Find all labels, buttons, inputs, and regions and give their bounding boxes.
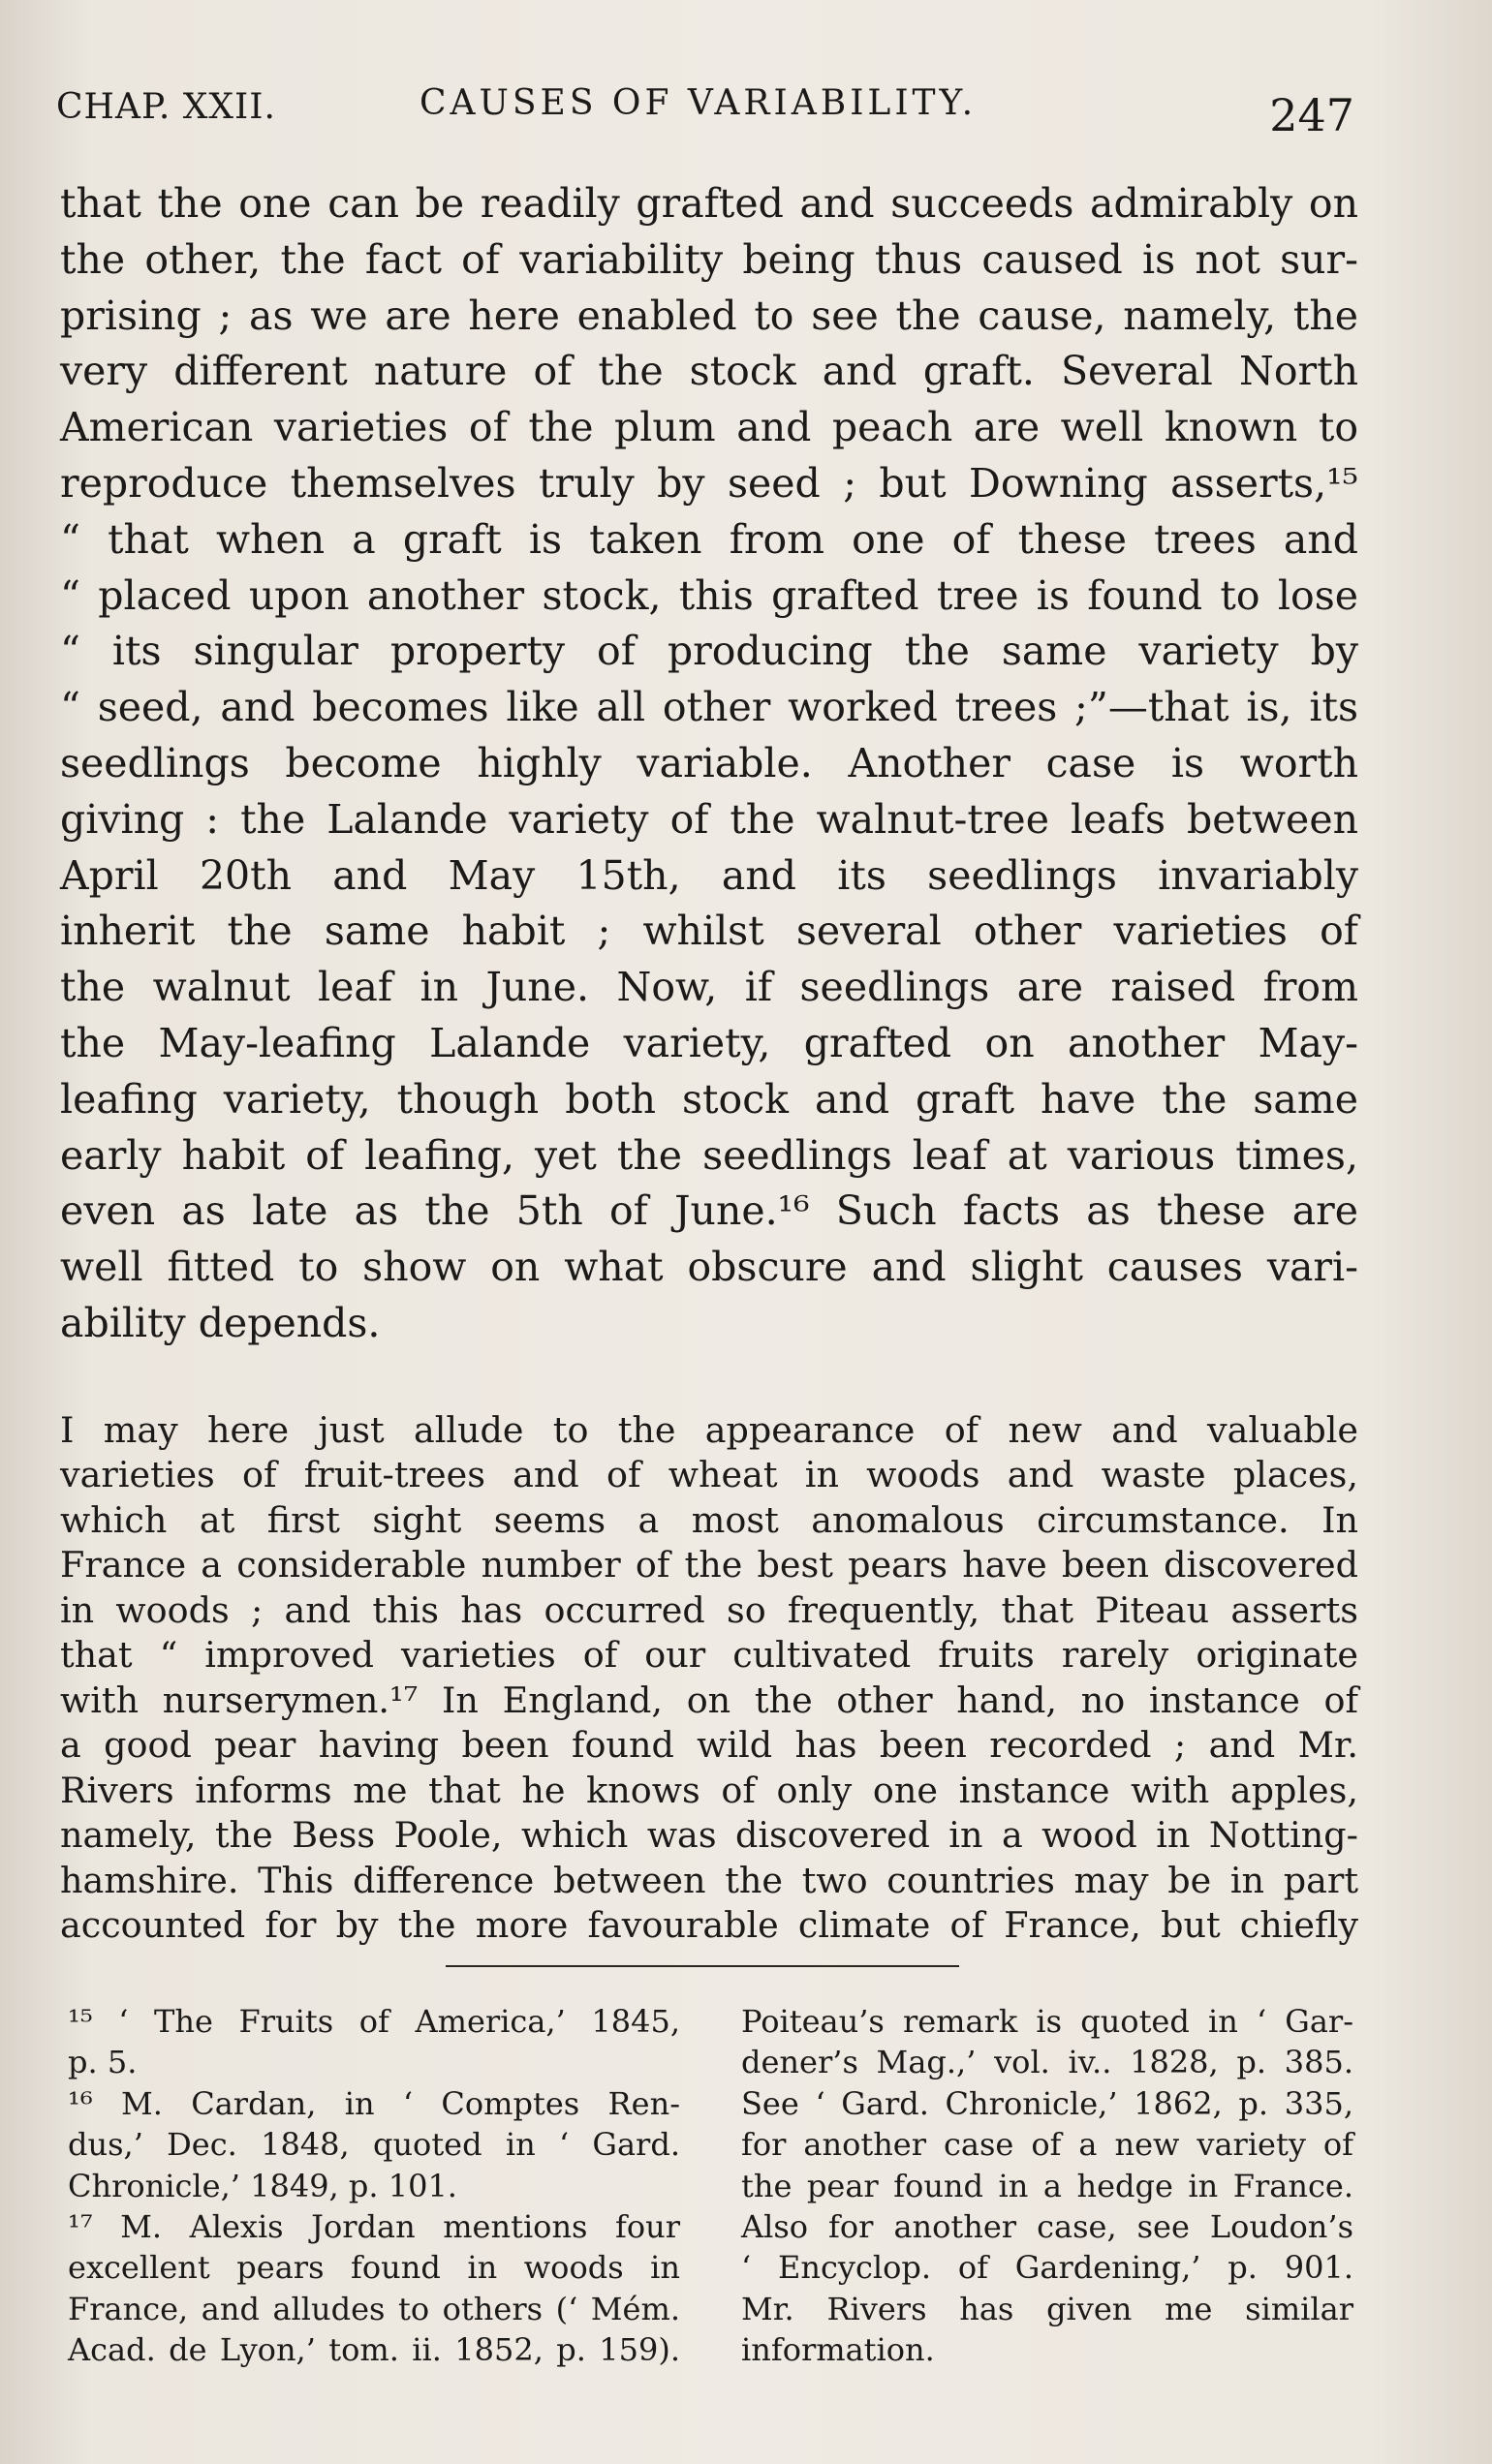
footnote-line: ‘ Encyclop. of Gardening,’ p. 901. bbox=[741, 2249, 1353, 2287]
text-line: I may here just allude to the appearance of new and valuable bbox=[60, 1408, 1358, 1451]
footnote-line: Acad. de Lyon,’ tom. ii. 1852, p. 159). bbox=[68, 2331, 680, 2369]
text-line: April 20th and May 15th, and its seedlings invariably bbox=[60, 851, 1358, 899]
body-text bbox=[60, 176, 1358, 1949]
running-title: CAUSES OF VARIABILITY. bbox=[420, 83, 978, 123]
text-line: early habit of leafing, yet the seedlings leaf at various times, bbox=[60, 1131, 1358, 1179]
text-line: the walnut leaf in June. Now, if seedlings are raised from bbox=[60, 964, 1358, 1011]
footnote-line: Also for another case, see Loudon’s bbox=[741, 2207, 1353, 2245]
footnote-line: See ‘ Gard. Chronicle,’ 1862, p. 335, bbox=[741, 2084, 1353, 2122]
footnote-line: Mr. Rivers has given me similar bbox=[741, 2290, 1353, 2327]
footnote-line: information. bbox=[741, 2331, 935, 2369]
footnote-line: ¹⁷ M. Alexis Jordan mentions four bbox=[68, 2207, 680, 2245]
text-line: “ its singular property of producing the same variety by bbox=[60, 628, 1358, 675]
footnote-line: ¹⁵ ‘ The Fruits of America,’ 1845, bbox=[68, 2003, 680, 2040]
footnote-column-left bbox=[68, 2001, 680, 2371]
text-line: reproduce themselves truly by seed ; but Downing asserts,¹⁵ bbox=[60, 459, 1358, 507]
text-line: even as late as the 5th of June.¹⁶ Such facts as these are bbox=[60, 1187, 1358, 1235]
footnotes bbox=[68, 2001, 1385, 2388]
text-line: American varieties of the plum and peach are well known to bbox=[60, 404, 1358, 451]
footnote-line: France, and alludes to others (‘ Mém. bbox=[68, 2290, 680, 2327]
footnote-line: p. 5. bbox=[68, 2044, 138, 2081]
footnote-divider bbox=[446, 1965, 959, 1967]
text-line: well fitted to show on what obscure and slight causes vari- bbox=[60, 1244, 1358, 1291]
footnote-line: the pear found in a hedge in France. bbox=[741, 2167, 1353, 2204]
footnote-line: ¹⁶ M. Cardan, in ‘ Comptes Ren- bbox=[68, 2084, 680, 2122]
text-line: with nurserymen.¹⁷ In England, on the other hand, no instance of bbox=[60, 1679, 1358, 1721]
text-line: Rivers informs me that he knows of only one instance with apples, bbox=[60, 1769, 1358, 1811]
chapter-label: CHAP. XXII. bbox=[56, 87, 276, 127]
text-line: “ that when a graft is taken from one of these trees and bbox=[60, 515, 1358, 563]
text-line: the other, the fact of variability being thus caused is not sur- bbox=[60, 235, 1358, 283]
paragraph-variability bbox=[60, 176, 1358, 1352]
text-line: a good pear having been found wild has been recorded ; and Mr. bbox=[60, 1724, 1358, 1767]
text-line: hamshire. This difference between the two countries may be in part bbox=[60, 1859, 1358, 1901]
footnote-line: for another case of a new variety of bbox=[741, 2126, 1353, 2164]
text-line: giving : the Lalande variety of the walnut-tree leafs between bbox=[60, 795, 1358, 843]
footnote-line: Chronicle,’ 1849, p. 101. bbox=[68, 2167, 457, 2204]
footnote-column-right bbox=[741, 2001, 1353, 2371]
paragraph-wild-varieties bbox=[60, 1408, 1358, 1949]
text-line: the May-leafing Lalande variety, grafted on another May- bbox=[60, 1019, 1358, 1066]
running-header bbox=[56, 77, 1354, 145]
text-line: namely, the Bess Poole, which was discovered in a wood in Notting- bbox=[60, 1814, 1358, 1857]
text-line: which at first sight seems a most anomalous circumstance. In bbox=[60, 1498, 1358, 1541]
text-line: “ placed upon another stock, this grafted tree is found to lose bbox=[60, 571, 1358, 619]
text-line: France a considerable number of the best pears have been discovered bbox=[60, 1544, 1358, 1586]
footnote-line: dus,’ Dec. 1848, quoted in ‘ Gard. bbox=[68, 2126, 680, 2164]
text-line: that the one can be readily grafted and succeeds admirably on bbox=[60, 180, 1358, 227]
text-line: in woods ; and this has occurred so frequently, that Piteau asserts bbox=[60, 1588, 1358, 1631]
page-number: 247 bbox=[1269, 89, 1354, 141]
text-line: prising ; as we are here enabled to see the cause, namely, the bbox=[60, 292, 1358, 339]
footnote-line: Poiteau’s remark is quoted in ‘ Gar- bbox=[741, 2003, 1353, 2040]
text-line: very different nature of the stock and graft. Several North bbox=[60, 348, 1358, 395]
footnote-line: excellent pears found in woods in bbox=[68, 2249, 680, 2287]
text-line: varieties of fruit-trees and of wheat in woods and waste places, bbox=[60, 1454, 1358, 1496]
text-line: “ seed, and becomes like all other worked trees ;”—that is, its bbox=[60, 684, 1358, 731]
text-line: seedlings become highly variable. Another case is worth bbox=[60, 739, 1358, 786]
text-line: inherit the same habit ; whilst several other varieties of bbox=[60, 908, 1358, 955]
text-line: ability depends. bbox=[60, 1299, 381, 1346]
footnote-line: dener’s Mag.,’ vol. iv.. 1828, p. 385. bbox=[741, 2044, 1353, 2081]
text-line: leafing variety, though both stock and graft have the same bbox=[60, 1075, 1358, 1123]
text-line: accounted for by the more favourable climate of France, but chiefly bbox=[60, 1904, 1358, 1947]
text-line: that “ improved varieties of our cultivated fruits rarely originate bbox=[60, 1634, 1358, 1677]
